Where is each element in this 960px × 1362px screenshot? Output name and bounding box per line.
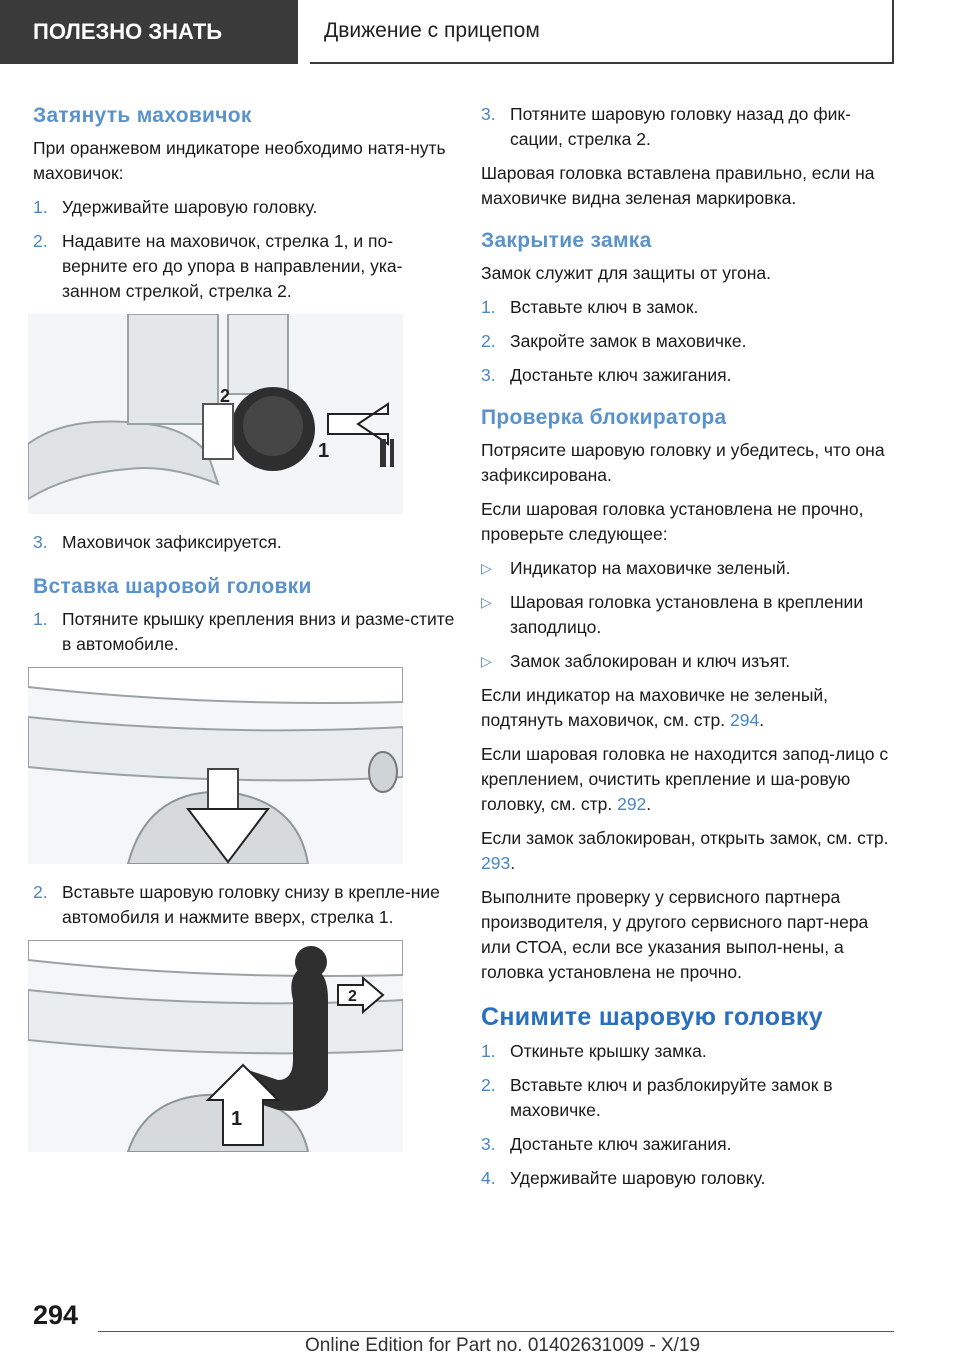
triangle-bullet-icon: ▷	[481, 560, 492, 576]
list-item: 2. Закройте замок в маховичке.	[481, 331, 747, 351]
figure-label-1: 1	[318, 440, 330, 462]
heading-lock: Закрытие замка	[481, 229, 652, 252]
para-flush: Если шаровая головка не находится запод-лицо с креплением, очистить крепление и ша-ровую головку, см. стр. 292.	[481, 744, 889, 814]
header-section: ПОЛЕЗНО ЗНАТЬ	[0, 0, 298, 64]
left-column	[33, 102, 458, 1168]
heading-tighten: Затянуть маховичок	[33, 104, 252, 127]
triangle-bullet-icon: ▷	[481, 594, 492, 610]
para-locked: Если замок заблокирован, открыть замок, см. стр. 293.	[481, 828, 889, 873]
list-item: 2. Вставьте шаровую головку снизу в крепле-ние автомобиля и нажмите вверх, стрелка 1.	[33, 882, 440, 927]
page-number: 294	[33, 1300, 79, 1330]
footer-rule	[98, 1331, 894, 1332]
page-link-294[interactable]: 294	[730, 710, 760, 730]
list-item: 3. Потяните шаровую головку назад до фик-сации, стрелка 2.	[481, 104, 851, 149]
bullet-item: ▷ Индикатор на маховичке зеленый.	[481, 556, 901, 581]
para-green: Если индикатор на маховичке не зеленый, подтянуть маховичок, см. стр. 294.	[481, 685, 829, 730]
list-item: 2. Вставьте ключ и разблокируйте замок в маховичке.	[481, 1075, 833, 1120]
figure-insert-ball	[28, 940, 403, 1152]
right-column	[481, 102, 901, 1200]
figure-cover-down	[28, 667, 403, 864]
list-item: 1. Вставьте ключ в замок.	[481, 297, 699, 317]
para-tighten: При оранжевом индикаторе необходимо натя-нуть маховичок:	[33, 138, 446, 183]
triangle-bullet-icon: ▷	[481, 653, 492, 669]
para-if: Если шаровая головка установлена не прочно, проверьте следующее:	[481, 499, 864, 544]
figure-label-1: 1	[231, 1108, 243, 1130]
para-lock: Замок служит для защиты от угона.	[481, 263, 771, 283]
header-chapter: Движение с прицепом	[310, 0, 894, 64]
page-link-293[interactable]: 293	[481, 853, 511, 873]
heading-check: Проверка блокиратора	[481, 406, 727, 429]
list-item: 1. Потяните крышку крепления вниз и разме-стите в автомобиле.	[33, 609, 455, 654]
list-item: 3. Маховичок зафиксируется.	[33, 532, 282, 552]
figure-label-2: 2	[348, 988, 357, 1005]
list-item: 4. Удерживайте шаровую головку.	[481, 1168, 766, 1188]
bullet-item: ▷ Замок заблокирован и ключ изъят.	[481, 649, 901, 674]
bullet-item: ▷ Шаровая головка установлена в креплении заподлицо.	[481, 590, 901, 640]
heading-remove: Снимите шаровую головку	[481, 1003, 823, 1031]
footer-edition: Online Edition for Part no. 01402631009 - X/19	[305, 1335, 701, 1356]
list-item: 1. Откиньте крышку замка.	[481, 1041, 707, 1061]
list-item: 3. Достаньте ключ зажигания.	[481, 1134, 732, 1154]
list-item: 3. Достаньте ключ зажигания.	[481, 365, 732, 385]
list-item: 2. Надавите на маховичок, стрелка 1, и по-верните его до упора в направлении, ука-занном стрелкой, стрелка 2.	[33, 231, 403, 301]
figure-tighten-handwheel	[28, 314, 403, 514]
heading-insert: Вставка шаровой головки	[33, 575, 312, 598]
para-service: Выполните проверку у сервисного партнера производителя, у другого сервисного парт-нера или СТОА, если все указания выпол-нены, а головка установлена не прочно.	[481, 887, 869, 982]
list-item: 1. Удерживайте шаровую головку.	[33, 197, 318, 217]
page-link-292[interactable]: 292	[617, 794, 647, 814]
para-shake: Потрясите шаровую головку и убедитесь, что она зафиксирована.	[481, 440, 885, 485]
para-correct: Шаровая головка вставлена правильно, если на маховичке видна зеленая маркировка.	[481, 163, 875, 208]
figure-label-2: 2	[220, 386, 231, 406]
